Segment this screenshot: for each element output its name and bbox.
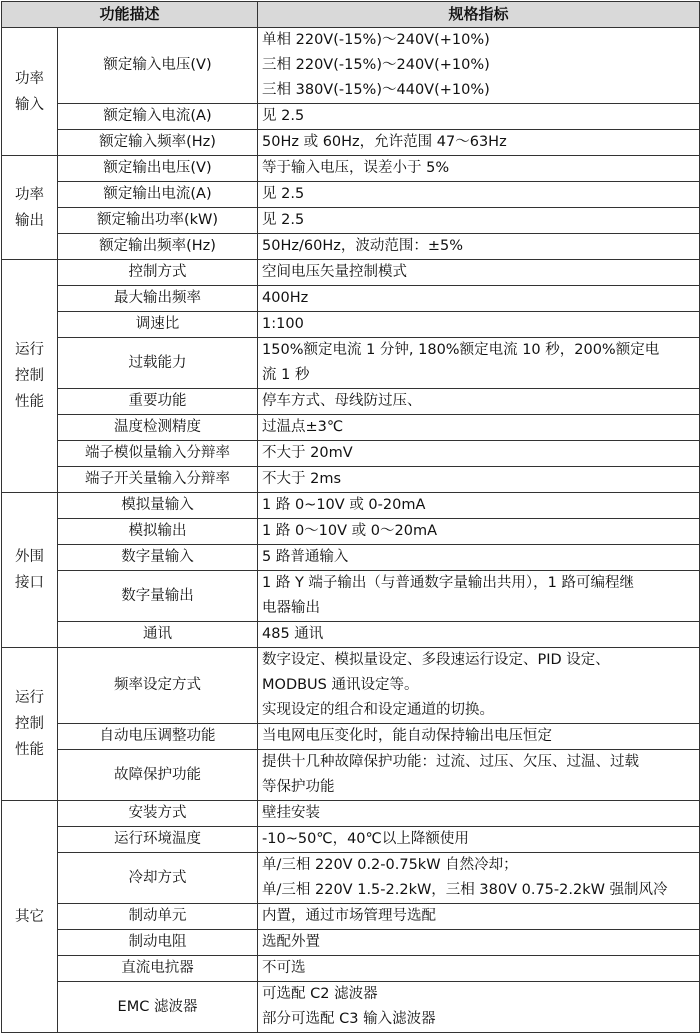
table-row bbox=[2, 545, 700, 571]
function-name-cell: 运行环境温度 bbox=[58, 827, 258, 853]
category-label: 外围接口 bbox=[15, 549, 44, 591]
spec-value-cell bbox=[258, 156, 700, 182]
table-row bbox=[2, 182, 700, 208]
spec-line: 1 路 0~10V 或 0-20mA bbox=[262, 497, 426, 513]
spec-line: 单相 220V(-15%)～240V(+10%) bbox=[262, 32, 490, 48]
spec-line: 150%额定电流 1 分钟, 180%额定电流 10 秒，200%额定电 bbox=[262, 342, 660, 358]
spec-line: 停车方式、母线防过压、 bbox=[262, 393, 422, 409]
spec-line: 50Hz 或 60Hz，允许范围 47～63Hz bbox=[262, 134, 507, 150]
function-name-cell: 过载能力 bbox=[58, 338, 258, 389]
spec-value-cell bbox=[258, 260, 700, 286]
table-row bbox=[2, 338, 700, 389]
spec-line: -10~50℃，40℃以上降额使用 bbox=[262, 831, 469, 847]
spec-line: 1:100 bbox=[262, 316, 304, 332]
category-cell bbox=[2, 156, 58, 260]
spec-line: 流 1 秒 bbox=[262, 367, 310, 383]
function-name-cell: 额定输出频率(Hz) bbox=[58, 234, 258, 260]
spec-value-cell bbox=[258, 312, 700, 338]
function-name-cell: 控制方式 bbox=[58, 260, 258, 286]
function-name-cell: 数字量输出 bbox=[58, 571, 258, 622]
table-row bbox=[2, 571, 700, 622]
table-row bbox=[2, 312, 700, 338]
spec-value-cell bbox=[258, 467, 700, 493]
table-row bbox=[2, 930, 700, 956]
spec-line: 选配外置 bbox=[262, 934, 321, 950]
table-row bbox=[2, 622, 700, 648]
table-row bbox=[2, 286, 700, 312]
table-row bbox=[2, 156, 700, 182]
table-row bbox=[2, 648, 700, 724]
category-label: 功率输出 bbox=[15, 186, 44, 229]
spec-line: 5 路普通输入 bbox=[262, 549, 349, 565]
spec-value-cell bbox=[258, 724, 700, 750]
category-label: 运行控制性能 bbox=[15, 342, 44, 410]
table-row bbox=[2, 130, 700, 156]
spec-value-cell bbox=[258, 956, 700, 982]
spec-table bbox=[1, 1, 700, 1033]
spec-line: 电器输出 bbox=[262, 600, 321, 616]
table-row bbox=[2, 724, 700, 750]
spec-value-cell bbox=[258, 234, 700, 260]
table-row bbox=[2, 904, 700, 930]
function-name-cell: 安装方式 bbox=[58, 801, 258, 827]
table-row bbox=[2, 519, 700, 545]
spec-line: 等保护功能 bbox=[262, 779, 335, 795]
spec-value-cell bbox=[258, 801, 700, 827]
function-name-cell: 额定输入电压(V) bbox=[58, 28, 258, 104]
header-row bbox=[2, 2, 700, 28]
table-row bbox=[2, 467, 700, 493]
spec-value-cell bbox=[258, 930, 700, 956]
category-cell bbox=[2, 493, 58, 648]
spec-value-cell bbox=[258, 493, 700, 519]
spec-line: 不可选 bbox=[262, 960, 306, 976]
spec-value-cell bbox=[258, 441, 700, 467]
header-specification: 规格指标 bbox=[258, 2, 700, 28]
function-name-cell: 额定输出电压(V) bbox=[58, 156, 258, 182]
category-label: 功率输入 bbox=[15, 70, 44, 113]
spec-line: 见 2.5 bbox=[262, 108, 305, 124]
function-name-cell: 模拟量输入 bbox=[58, 493, 258, 519]
spec-value-cell bbox=[258, 827, 700, 853]
table-row bbox=[2, 389, 700, 415]
category-label: 其它 bbox=[15, 908, 44, 925]
function-name-cell: 制动单元 bbox=[58, 904, 258, 930]
function-name-cell: 最大输出频率 bbox=[58, 286, 258, 312]
spec-value-cell bbox=[258, 338, 700, 389]
spec-line: 内置，通过市场管理号选配 bbox=[262, 908, 437, 924]
table-row bbox=[2, 28, 700, 104]
table-row bbox=[2, 260, 700, 286]
spec-value-cell bbox=[258, 904, 700, 930]
table-row bbox=[2, 827, 700, 853]
spec-line: 可选配 C2 滤波器 bbox=[262, 986, 378, 1002]
table-row bbox=[2, 441, 700, 467]
spec-line: MODBUS 通讯设定等。 bbox=[262, 677, 419, 693]
spec-line: 400Hz bbox=[262, 290, 309, 306]
table-row bbox=[2, 956, 700, 982]
table-row bbox=[2, 415, 700, 441]
function-name-cell: 数字量输入 bbox=[58, 545, 258, 571]
spec-value-cell bbox=[258, 389, 700, 415]
spec-line: 单/三相 220V 0.2-0.75kW 自然冷却； bbox=[262, 857, 518, 873]
function-name-cell: 额定输入电流(A) bbox=[58, 104, 258, 130]
function-name-cell: 制动电阻 bbox=[58, 930, 258, 956]
function-name-cell: 模拟输出 bbox=[58, 519, 258, 545]
spec-value-cell bbox=[258, 750, 700, 801]
spec-line: 1 路 0～10V 或 0～20mA bbox=[262, 523, 437, 539]
header-function-description: 功能描述 bbox=[2, 2, 258, 28]
function-name-cell: 故障保护功能 bbox=[58, 750, 258, 801]
function-name-cell: 通讯 bbox=[58, 622, 258, 648]
category-cell bbox=[2, 28, 58, 156]
table-row bbox=[2, 493, 700, 519]
spec-line: 1 路 Y 端子输出（与普通数字量输出共用），1 路可编程继 bbox=[262, 575, 635, 591]
spec-line: 单/三相 220V 1.5-2.2kW，三相 380V 0.75-2.2kW 强制风冷 bbox=[262, 882, 668, 898]
spec-value-cell bbox=[258, 545, 700, 571]
function-name-cell: 重要功能 bbox=[58, 389, 258, 415]
function-name-cell: 直流电抗器 bbox=[58, 956, 258, 982]
spec-value-cell bbox=[258, 519, 700, 545]
spec-line: 壁挂安装 bbox=[262, 805, 321, 821]
spec-line: 三相 220V(-15%)～240V(+10%) bbox=[262, 57, 490, 73]
spec-value-cell bbox=[258, 571, 700, 622]
function-name-cell: 额定输出功率(kW) bbox=[58, 208, 258, 234]
spec-value-cell bbox=[258, 853, 700, 904]
function-name-cell: 频率设定方式 bbox=[58, 648, 258, 724]
spec-line: 见 2.5 bbox=[262, 212, 305, 228]
spec-line: 不大于 2ms bbox=[262, 471, 342, 487]
spec-value-cell bbox=[258, 982, 700, 1033]
spec-line: 部分可选配 C3 输入滤波器 bbox=[262, 1011, 436, 1027]
category-cell bbox=[2, 801, 58, 1033]
table-row bbox=[2, 234, 700, 260]
function-name-cell: EMC 滤波器 bbox=[58, 982, 258, 1033]
category-cell bbox=[2, 648, 58, 801]
spec-value-cell bbox=[258, 130, 700, 156]
table-row bbox=[2, 750, 700, 801]
spec-line: 485 通讯 bbox=[262, 626, 324, 642]
spec-value-cell bbox=[258, 286, 700, 312]
spec-value-cell bbox=[258, 182, 700, 208]
spec-line: 三相 380V(-15%)～440V(+10%) bbox=[262, 82, 490, 98]
function-name-cell: 冷却方式 bbox=[58, 853, 258, 904]
spec-value-cell bbox=[258, 104, 700, 130]
spec-value-cell bbox=[258, 648, 700, 724]
function-name-cell: 温度检测精度 bbox=[58, 415, 258, 441]
table-row bbox=[2, 104, 700, 130]
table-row bbox=[2, 208, 700, 234]
spec-line: 见 2.5 bbox=[262, 186, 305, 202]
function-name-cell: 调速比 bbox=[58, 312, 258, 338]
spec-value-cell bbox=[258, 28, 700, 104]
category-cell bbox=[2, 260, 58, 493]
spec-value-cell bbox=[258, 208, 700, 234]
function-name-cell: 端子模似量输入分辩率 bbox=[58, 441, 258, 467]
spec-line: 50Hz/60Hz，波动范围：±5% bbox=[262, 238, 463, 254]
table-row bbox=[2, 801, 700, 827]
spec-line: 不大于 20mV bbox=[262, 445, 353, 461]
spec-line: 提供十几种故障保护功能：过流、过压、欠压、过温、过载 bbox=[262, 754, 640, 770]
function-name-cell: 端子开关量输入分辩率 bbox=[58, 467, 258, 493]
table-row bbox=[2, 853, 700, 904]
function-name-cell: 额定输入频率(Hz) bbox=[58, 130, 258, 156]
spec-line: 当电网电压变化时，能自动保持输出电压恒定 bbox=[262, 728, 553, 744]
spec-value-cell bbox=[258, 415, 700, 441]
category-label: 运行控制性能 bbox=[15, 690, 44, 758]
spec-line: 实现设定的组合和设定通道的切换。 bbox=[262, 702, 495, 718]
spec-value-cell bbox=[258, 622, 700, 648]
table-row bbox=[2, 982, 700, 1033]
spec-line: 空间电压矢量控制模式 bbox=[262, 264, 408, 280]
spec-line: 数字设定、模拟量设定、多段速运行设定、PID 设定、 bbox=[262, 652, 610, 668]
function-name-cell: 自动电压调整功能 bbox=[58, 724, 258, 750]
function-name-cell: 额定输出电流(A) bbox=[58, 182, 258, 208]
spec-table-body bbox=[2, 28, 700, 1033]
spec-line: 等于输入电压，误差小于 5% bbox=[262, 160, 450, 176]
spec-line: 过温点±3℃ bbox=[262, 419, 344, 435]
